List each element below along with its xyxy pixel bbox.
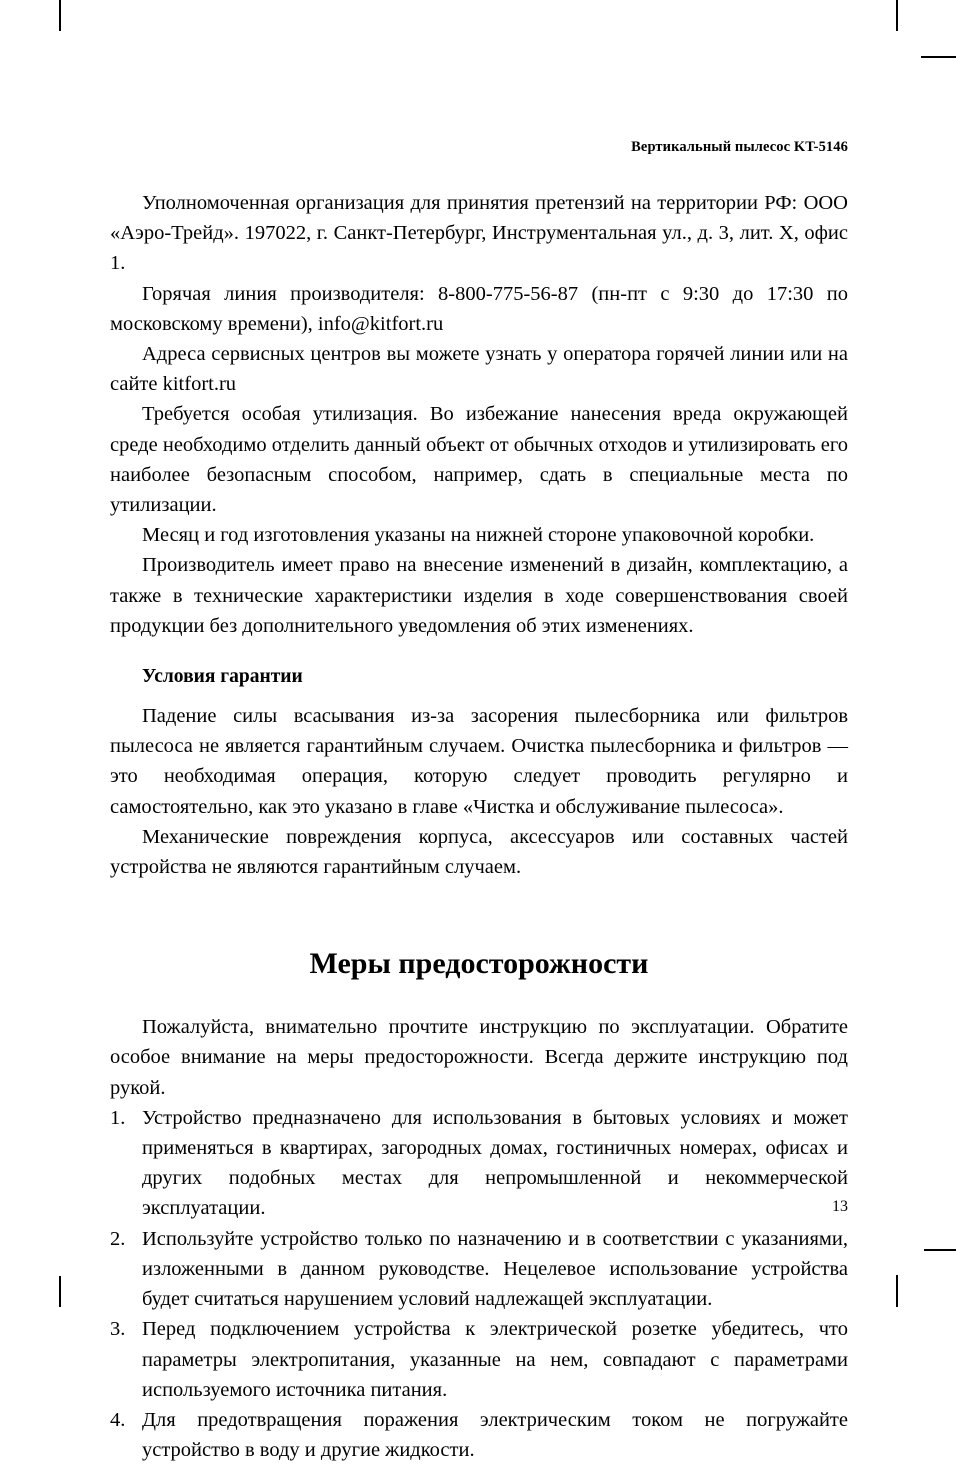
page-number: 13 <box>832 1198 848 1215</box>
crop-mark-bottom-right-horizontal <box>924 1249 956 1251</box>
list-item: Используйте устройство только по назначению и в соответствии с указаниями, изложенными в данном руководстве. Нецелевое использование устройства будет считаться нарушением условий надлежащей эксплуатации. <box>142 1227 848 1311</box>
paragraph-authorized-organization: Уполномоченная организация для принятия претензий на территории РФ: ООО «Аэро-Трейд». 197022, г. Санкт-Петербург, Инструментальная ул., д. 3, лит. Х, офис 1. <box>110 192 848 275</box>
list-item: Для предотвращения поражения электрическим током не погружайте устройство в воду и другие жидкости. <box>142 1408 848 1462</box>
warranty-subheading: Условия гарантии <box>142 666 303 688</box>
crop-mark-bottom-right-vertical <box>896 1275 898 1307</box>
crop-mark-top-right-vertical <box>896 0 898 31</box>
paragraph-service-centers: Адреса сервисных центров вы можете узнать у оператора горячей линии или на сайте kitfort.ru <box>110 343 848 396</box>
paragraph-hotline: Горячая линия производителя: 8-800-775-56-87 (пн-пт с 9:30 до 17:30 по московскому времени), info@kitfort.ru <box>110 282 848 335</box>
paragraph-manufacture-date: Месяц и год изготовления указаны на нижней стороне упаковочной коробки. <box>142 524 815 547</box>
paragraph-disposal: Требуется особая утилизация. Во избежание нанесения вреда окружающей среде необходимо отделить данный объект от обычных отходов и утилизировать его наиболее безопасным способом, например, сдать в специальные места по утилизации. <box>110 403 848 517</box>
paragraph-precautions-intro: Пожалуйста, внимательно прочтите инструкцию по эксплуатации. Обратите особое внимание на меры предосторожности. Всегда держите инструкцию под рукой. <box>110 1016 848 1099</box>
page-content <box>110 0 848 1462</box>
precautions-list <box>110 1103 848 1465</box>
section-title-wrap <box>110 944 848 984</box>
body-block <box>110 188 848 1465</box>
paragraph-warranty-mechanical: Механические повреждения корпуса, аксессуаров или составных частей устройства не являются гарантийным случаем. <box>110 825 848 879</box>
list-item: Перед подключением устройства к электрической розетке убедитесь, что параметры электропитания, указанные на нем, совпадают с параметрами используемого источника питания. <box>142 1318 848 1401</box>
crop-mark-bottom-left <box>59 1276 61 1307</box>
running-header: Вертикальный пылесос KT-5146 <box>631 139 848 155</box>
page-title: Меры предосторожности <box>309 947 649 981</box>
crop-mark-top-right-horizontal <box>921 56 956 58</box>
crop-mark-top-left <box>59 0 61 31</box>
paragraph-warranty-suction: Падение силы всасывания из-за засорения пылесборника или фильтров пылесоса не является гарантийным случаем. Очистка пылесборника и фильтров — это необходимая операция, которую следует проводить регулярно и самостоятельно, как это указано в главе «Чистка и обслуживание пылесоса». <box>110 705 848 818</box>
list-item: Устройство предназначено для использования в бытовых условиях и может применяться в квартирах, загородных домах, гостиничных номерах, офисах и других подобных местах для непромышленной и некоммерческой эксплуатации. <box>142 1106 848 1220</box>
paragraph-design-changes: Производитель имеет право на внесение изменений в дизайн, комплектацию, а также в технические характеристики изделия в ходе совершенствования своей продукции без дополнительного уведомления об этих изменениях. <box>110 554 848 637</box>
